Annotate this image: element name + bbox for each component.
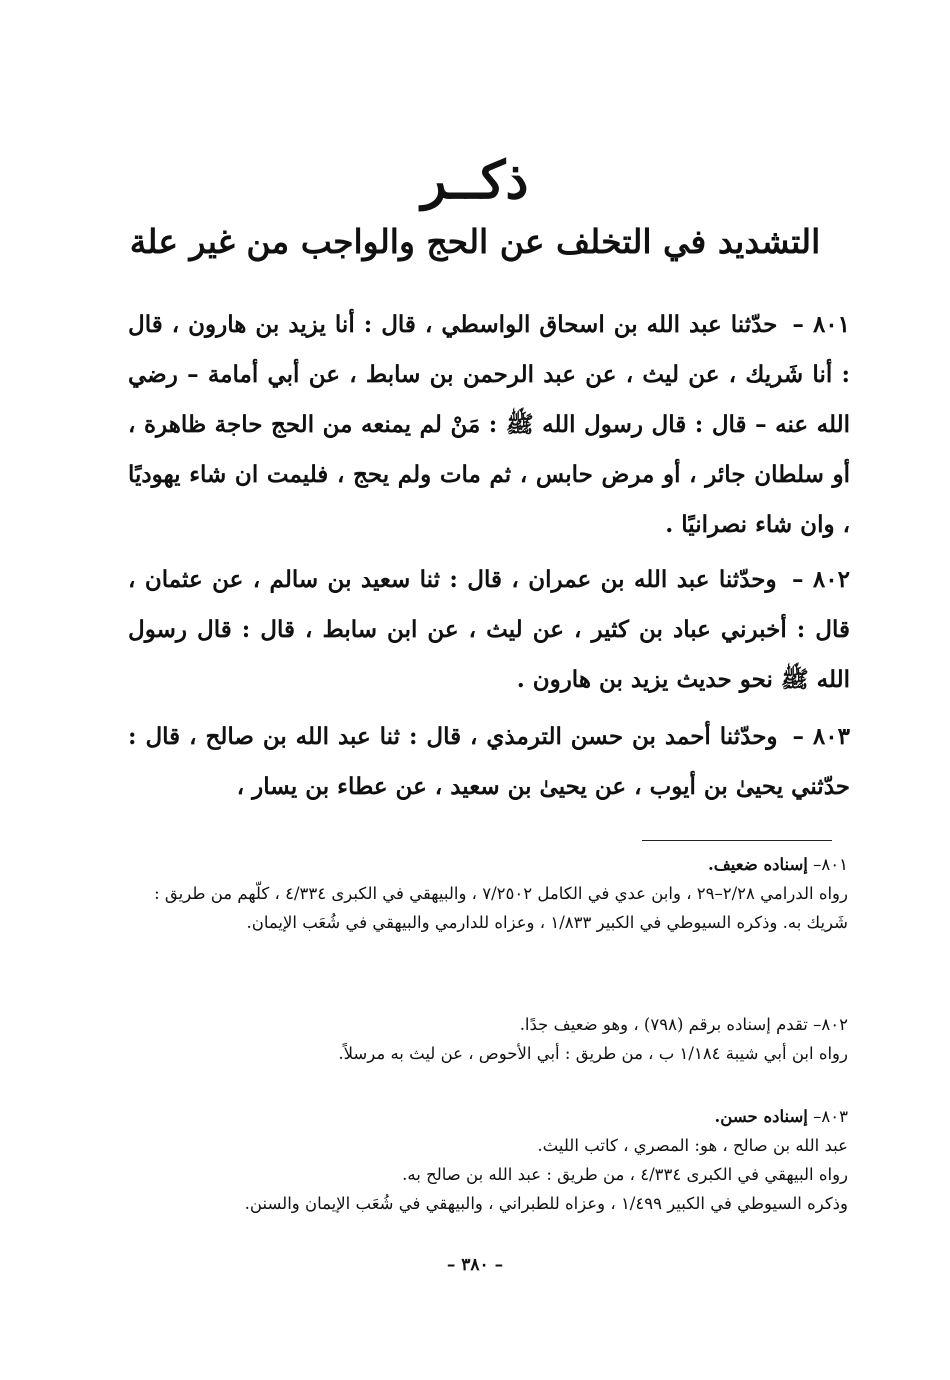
hadith-803 xyxy=(128,712,850,812)
hadith-text: حدّثنا عبد الله بن اسحاق الواسطي ، قال : أنا يزيد بن هارون ، قال : أنا شَريك ، عن ليث ، عن عبد الرحمن بن سابط ، عن أبي أمامة – رضي الله عنه – قال : قال رسول الله ﷺ : مَنْ لم يمنعه من الحج حاجة ظاهرة ، أو سلطان جائر ، أو مرض حابس ، ثم مات ولم يحج ، فليمت ان شاء يهوديًا ، وان شاء نصرانيًا . xyxy=(128,311,850,538)
hadith-number: ٨٠١ – xyxy=(792,311,850,338)
footnote-number: ٨٠٣– xyxy=(813,1107,848,1126)
page-number: – ٣٨٠ – xyxy=(446,1255,504,1275)
footnote-803 xyxy=(118,1102,848,1218)
chapter-title: التشديد في التخلف عن الحج والواجب من غير علة xyxy=(129,222,821,261)
footnote-divider xyxy=(642,840,832,841)
footnote-line: رواه البيهقي في الكبرى ٤/٣٣٤ ، من طريق : عبد الله بن صالح به. xyxy=(402,1165,848,1184)
section-heading-dhikr: ذكــر xyxy=(421,150,529,211)
hadith-number: ٨٠٢ – xyxy=(792,566,850,593)
footnote-line: عبد الله بن صالح ، هو: المصري ، كاتب الليث. xyxy=(537,1136,848,1155)
hadith-801 xyxy=(128,300,850,550)
footnote-head: إسناده حسن. xyxy=(714,1107,808,1126)
footnote-line: رواه ابن أبي شيبة ١/١٨٤ ب ، من طريق : أبي الأحوص ، عن ليث به مرسلاً. xyxy=(338,1044,848,1063)
footnote-802 xyxy=(118,1010,848,1068)
footnote-number: ٨٠١– xyxy=(813,855,848,874)
footnote-line: وذكره السيوطي في الكبير ١/٤٩٩ ، وعزاه للطبراني ، والبيهقي في شُعَب الإيمان والسنن. xyxy=(244,1194,848,1213)
footnote-line: رواه الدرامي ٢/٢٨–٢٩ ، وابن عدي في الكامل ٧/٢٥٠٢ ، والبيهقي في الكبرى ٤/٣٣٤ ، كلّهم من طريق : شَريك به. وذكره السيوطي في الكبير ١/٨٣٣ ، وعزاه للدارمي والبيهقي في شُعَب الإيمان. xyxy=(154,884,848,932)
footnote-number: ٨٠٢– xyxy=(813,1015,848,1034)
hadith-text: وحدّثنا أحمد بن حسن الترمذي ، قال : ثنا عبد الله بن صالح ، قال : حدّثني يحيىٰ بن أيوب ، عن يحيىٰ بن سعيد ، عن عطاء بن يسار ، xyxy=(128,723,850,800)
footnote-801 xyxy=(118,850,848,937)
footnote-head: إسناده ضعيف. xyxy=(707,855,808,874)
hadith-number: ٨٠٣ – xyxy=(792,723,850,750)
hadith-802 xyxy=(128,555,850,705)
footnote-head: تقدم إسناده برقم (٧٩٨) ، وهو ضعيف جدًا. xyxy=(519,1015,808,1034)
hadith-text: وحدّثنا عبد الله بن عمران ، قال : ثنا سعيد بن سالم ، عن عثمان ، قال : أخبرني عباد بن كثير ، عن ليث ، عن ابن سابط ، قال : قال رسول الله ﷺ نحو حديث يزيد بن هارون . xyxy=(128,566,850,693)
